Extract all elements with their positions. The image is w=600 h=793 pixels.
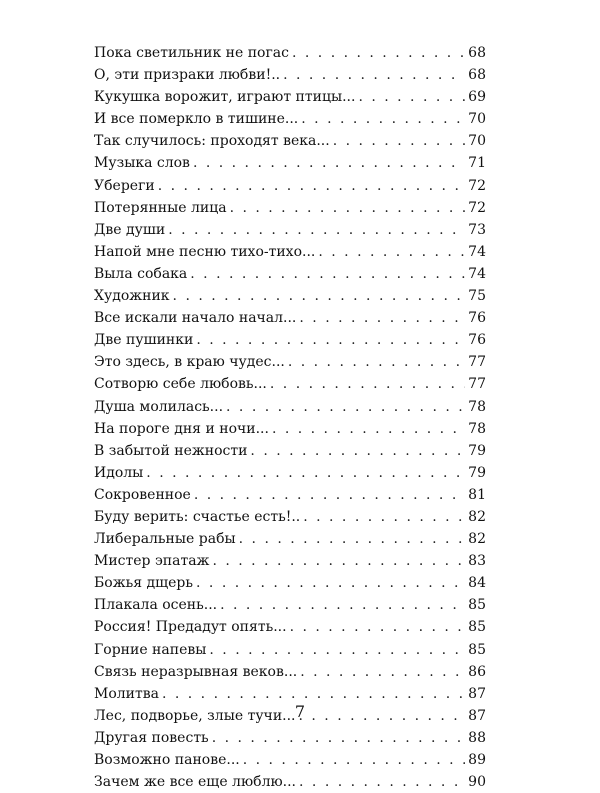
toc-dot-leader xyxy=(290,616,466,638)
toc-entry xyxy=(94,307,486,329)
toc-entry xyxy=(94,175,486,197)
toc-entry-title: Плакала осень... xyxy=(94,597,218,614)
toc-entry-title: Другая повесть xyxy=(94,729,209,746)
toc-dot-leader xyxy=(168,219,465,241)
toc-entry-page: 77 xyxy=(468,376,486,393)
toc-entry-page: 68 xyxy=(468,67,486,84)
toc-entry-page: 70 xyxy=(468,111,486,128)
toc-entry-page: 76 xyxy=(468,332,486,349)
toc-entry-title: Россия! Предадут опять... xyxy=(94,619,287,636)
toc-entry-page: 88 xyxy=(468,729,486,746)
toc-entry-page: 82 xyxy=(468,531,486,548)
toc-entry xyxy=(94,727,486,749)
toc-entry-title: Две пушинки xyxy=(94,332,194,349)
page-number: 7 xyxy=(294,702,306,721)
toc-dot-leader xyxy=(209,639,465,661)
toc-entry xyxy=(94,462,486,484)
toc-entry-title: В забытой нежности xyxy=(94,442,248,459)
toc-entry-title: Потерянные лица xyxy=(94,199,227,216)
toc-entry-title: Буду верить: счастье есть!.. xyxy=(94,508,301,525)
toc-entry-page: 82 xyxy=(468,508,486,525)
toc-entry xyxy=(94,506,486,528)
toc-entry-page: 69 xyxy=(468,89,486,106)
toc-entry xyxy=(94,572,486,594)
toc-entry-title: И все померкло в тишине... xyxy=(94,111,299,128)
toc-entry-title: Так случилось: проходят века... xyxy=(94,133,330,150)
toc-entry-page: 86 xyxy=(468,663,486,680)
toc-dot-leader xyxy=(146,462,465,484)
toc-entry xyxy=(94,616,486,638)
toc-entry-title: Божья дщерь xyxy=(94,575,194,592)
toc-entry-page: 79 xyxy=(468,464,486,481)
toc-entry-page: 87 xyxy=(468,685,486,702)
toc-entry-title: Связь неразрывная веков... xyxy=(94,663,298,680)
toc-entry xyxy=(94,396,486,418)
toc-entry-title: Напой мне песню тихо-тихо... xyxy=(94,243,316,260)
toc-entry-page: 85 xyxy=(468,597,486,614)
toc-entry-title: Пока светильник не погас xyxy=(94,45,289,61)
toc-dot-leader xyxy=(239,528,466,550)
toc-entry xyxy=(94,771,486,793)
toc-dot-leader xyxy=(283,64,465,86)
toc-entry-title: Возможно панове... xyxy=(94,752,240,768)
toc-dot-leader xyxy=(272,418,465,440)
toc-dot-leader xyxy=(196,329,465,351)
toc-entry-page: 79 xyxy=(468,442,486,459)
toc-entry-page: 70 xyxy=(468,133,486,150)
toc-entry-title: Лес, подворье, злые тучи... xyxy=(94,707,296,724)
toc-entry-page: 73 xyxy=(468,221,486,238)
toc-entry-title: Горние напевы xyxy=(94,641,207,658)
toc-dot-leader xyxy=(333,130,465,152)
toc-entry-page: 75 xyxy=(468,288,486,305)
toc-entry xyxy=(94,263,486,285)
toc-dot-leader xyxy=(212,550,465,572)
toc-entry-page: 83 xyxy=(468,553,486,570)
toc-entry-title: Это здесь, в краю чудес... xyxy=(94,354,285,371)
toc-entry-title: Мистер эпатаж xyxy=(94,553,210,570)
toc-entry-page: 74 xyxy=(468,243,486,260)
toc-entry-title: Зачем же все еще люблю... xyxy=(94,774,297,791)
toc-dot-leader xyxy=(301,108,465,130)
toc-dot-leader xyxy=(270,373,465,395)
toc-entry xyxy=(94,484,486,506)
toc-entry-page: 81 xyxy=(468,486,486,503)
toc-entry xyxy=(94,241,486,263)
toc-entry-page: 72 xyxy=(468,199,486,216)
toc-entry-page: 85 xyxy=(468,619,486,636)
toc-entry-page: 72 xyxy=(468,177,486,194)
toc-dot-leader xyxy=(303,506,465,528)
toc-entry xyxy=(94,639,486,661)
toc-dot-leader xyxy=(158,175,465,197)
toc-dot-leader xyxy=(190,263,465,285)
toc-entry-title: На пороге дня и ночи... xyxy=(94,420,269,437)
toc-entry-title: О, эти призраки любви!.. xyxy=(94,67,281,84)
toc-entry-title: Сотворю себе любовь... xyxy=(94,376,267,393)
toc-entry xyxy=(94,42,486,64)
toc-dot-leader xyxy=(230,197,466,219)
toc-entry-title: Сокровенное xyxy=(94,486,191,503)
toc-entry-title: Все искали начало начал... xyxy=(94,310,297,327)
toc-entry xyxy=(94,373,486,395)
toc-entry-page: 74 xyxy=(468,265,486,282)
toc-entry xyxy=(94,64,486,86)
table-of-contents xyxy=(94,42,486,793)
toc-entry xyxy=(94,418,486,440)
toc-dot-leader xyxy=(299,771,465,793)
toc-entry-page: 76 xyxy=(468,310,486,327)
toc-entry xyxy=(94,86,486,108)
toc-dot-leader xyxy=(226,396,465,418)
toc-dot-leader xyxy=(250,440,465,462)
toc-entry xyxy=(94,440,486,462)
toc-dot-leader xyxy=(196,572,465,594)
toc-entry xyxy=(94,108,486,130)
toc-entry-title: Художник xyxy=(94,288,170,305)
toc-dot-leader xyxy=(212,727,465,749)
toc-entry-title: Две души xyxy=(94,221,166,238)
toc-entry-title: Музыка слов xyxy=(94,155,190,172)
toc-dot-leader xyxy=(318,241,465,263)
toc-entry-page: 71 xyxy=(468,155,486,172)
toc-entry-page: 89 xyxy=(468,752,486,768)
toc-dot-leader xyxy=(193,152,465,174)
toc-entry xyxy=(94,329,486,351)
toc-dot-leader xyxy=(288,351,465,373)
toc-dot-leader xyxy=(358,86,465,108)
toc-entry-page: 87 xyxy=(468,707,486,724)
toc-entry-page: 68 xyxy=(468,45,486,61)
toc-entry-page: 77 xyxy=(468,354,486,371)
toc-dot-leader xyxy=(194,484,465,506)
toc-entry-title: Кукушка ворожит, играют птицы... xyxy=(94,89,356,106)
toc-entry xyxy=(94,219,486,241)
toc-dot-leader xyxy=(243,749,465,771)
toc-entry-title: Идолы xyxy=(94,464,144,481)
toc-entry-title: Душа молилась... xyxy=(94,398,224,415)
toc-entry-page: 85 xyxy=(468,641,486,658)
toc-entry-title: Молитва xyxy=(94,685,159,702)
toc-dot-leader xyxy=(292,42,465,64)
toc-entry-title: Убереги xyxy=(94,177,155,194)
toc-dot-leader xyxy=(220,594,465,616)
toc-entry-page: 84 xyxy=(468,575,486,592)
toc-dot-leader xyxy=(299,307,465,329)
toc-entry xyxy=(94,528,486,550)
toc-entry xyxy=(94,152,486,174)
toc-entry xyxy=(94,594,486,616)
toc-entry-page: 90 xyxy=(468,774,486,791)
toc-dot-leader xyxy=(300,661,465,683)
toc-dot-leader xyxy=(173,285,466,307)
toc-entry xyxy=(94,351,486,373)
toc-entry xyxy=(94,197,486,219)
toc-entry xyxy=(94,749,486,771)
toc-entry xyxy=(94,285,486,307)
toc-entry-title: Либеральные рабы xyxy=(94,531,236,548)
toc-entry-title: Выла собака xyxy=(94,265,188,282)
toc-entry xyxy=(94,130,486,152)
toc-entry-page: 78 xyxy=(468,420,486,437)
toc-entry xyxy=(94,550,486,572)
toc-entry xyxy=(94,661,486,683)
toc-entry-page: 78 xyxy=(468,398,486,415)
